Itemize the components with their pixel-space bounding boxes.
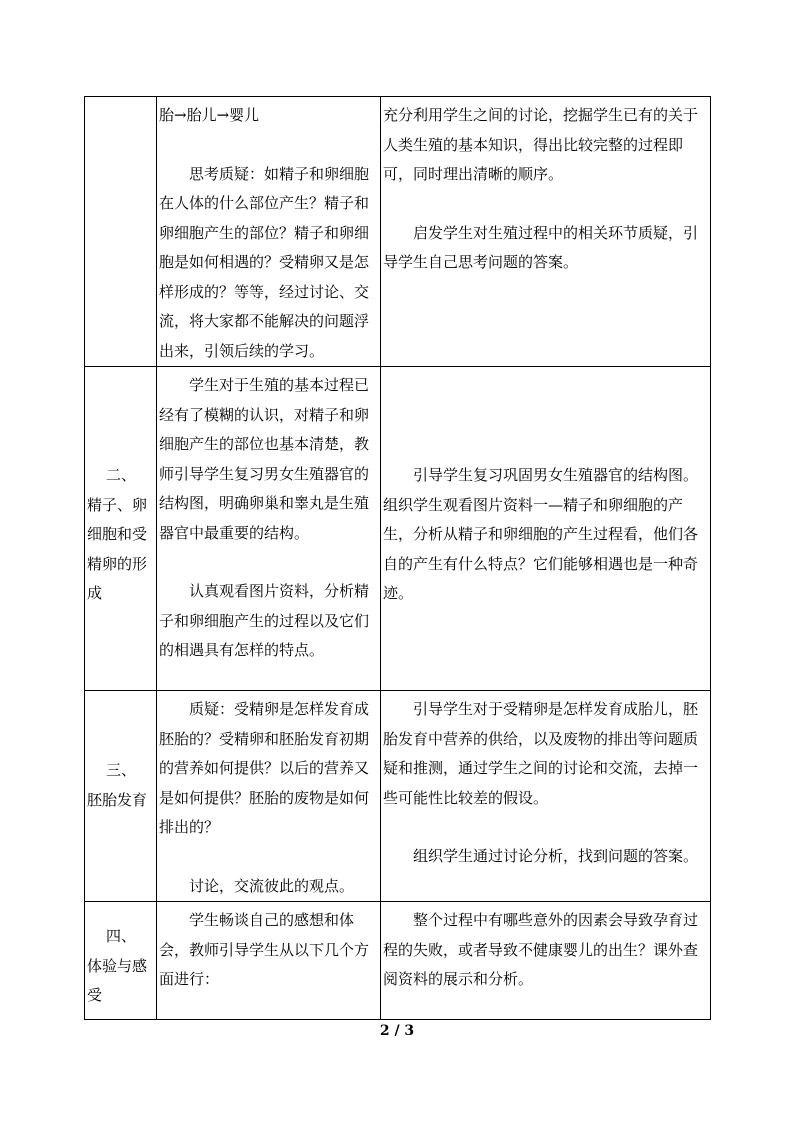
stage-number: 四、: [105, 927, 136, 945]
table-row: [85, 691, 711, 902]
teacher-activity-cell: [381, 97, 711, 367]
page-number: 2 / 3: [379, 1023, 415, 1039]
student-paragraph: 学生对于生殖的基本过程已经有了模糊的认识，对精子和卵细胞产生的部位也基本清楚，教师引导学生复习男女生殖器官的结构图，明确卵巢和睾丸是生殖器官中最重要的结构。: [159, 376, 370, 542]
stage-cell: [85, 367, 157, 691]
stage-number: 二、: [105, 466, 136, 484]
teacher-activity-cell: [381, 902, 711, 1020]
stage-title: 体验与感受: [87, 956, 148, 1004]
stage-cell: [85, 97, 157, 367]
student-activity-cell: [157, 367, 381, 691]
student-paragraph: 质疑：受精卵是怎样发育成胚胎的？受精卵和胚胎发育初期的营养如何提供？以后的营养又是如何提供？胚胎的废物是如何排出的？: [159, 700, 370, 836]
student-activity-cell: [157, 97, 381, 367]
table-row: [85, 367, 711, 691]
teacher-activity-cell: [381, 367, 711, 691]
teacher-paragraph: 整个过程中有哪些意外的因素会导致孕育过程的失败，或者导致不健康婴儿的出生？课外查阅资料的展示和分析。: [383, 911, 699, 988]
teacher-paragraph: 充分利用学生之间的讨论，挖掘学生已有的关于人类生殖的基本知识，得出比较完整的过程即可，同时理出清晰的顺序。: [383, 106, 699, 183]
sequence-text: 胎→胎儿→婴儿: [159, 106, 260, 124]
stage-number: 三、: [105, 761, 136, 779]
stage-title: 精子、卵细胞和受精卵的形成: [87, 495, 148, 602]
teacher-paragraph: 引导学生复习巩固男女生殖器官的结构图。组织学生观看图片资料一—精子和卵细胞的产生，分析从精子和卵细胞的产生过程看，他们各自的产生有什么特点？它们能够相遇也是一种奇迹。: [383, 466, 699, 602]
table-row: [85, 97, 711, 367]
stage-cell: [85, 691, 157, 902]
student-paragraph: 讨论，交流彼此的观点。: [189, 876, 355, 895]
teacher-paragraph: 组织学生通过讨论分析，找到问题的答案。: [413, 847, 699, 865]
student-activity-cell: [157, 691, 381, 902]
teacher-paragraph: 引导学生对于受精卵是怎样发育成胎儿，胚胎发育中营养的供给，以及废物的排出等问题质疑和推测，通过学生之间的讨论和交流，去掉一些可能性比较差的假设。: [383, 700, 699, 807]
stage-title: 胚胎发育: [87, 790, 148, 809]
lesson-plan-table: [84, 96, 711, 1020]
question-text: 思考质疑：如精子和卵细胞在人体的什么部位产生？精子和卵细胞产生的部位？精子和卵细胞是如何相遇的？受精卵又是怎样形成的？等等，经过讨论、交流，将大家都不能解决的问题浮出来，引领后续的学习。: [159, 164, 370, 360]
teacher-activity-cell: [381, 691, 711, 902]
student-activity-cell: [157, 902, 381, 1020]
teacher-paragraph: 启发学生对生殖过程中的相关环节质疑，引导学生自己思考问题的答案。: [383, 223, 699, 271]
student-paragraph: 学生畅谈自己的感想和体会，教师引导学生从以下几个方面进行：: [159, 911, 370, 988]
stage-cell: [85, 902, 157, 1020]
student-paragraph: 认真观看图片资料，分析精子和卵细胞产生的过程以及它们的相遇具有怎样的特点。: [159, 582, 370, 659]
table-row: [85, 902, 711, 1020]
